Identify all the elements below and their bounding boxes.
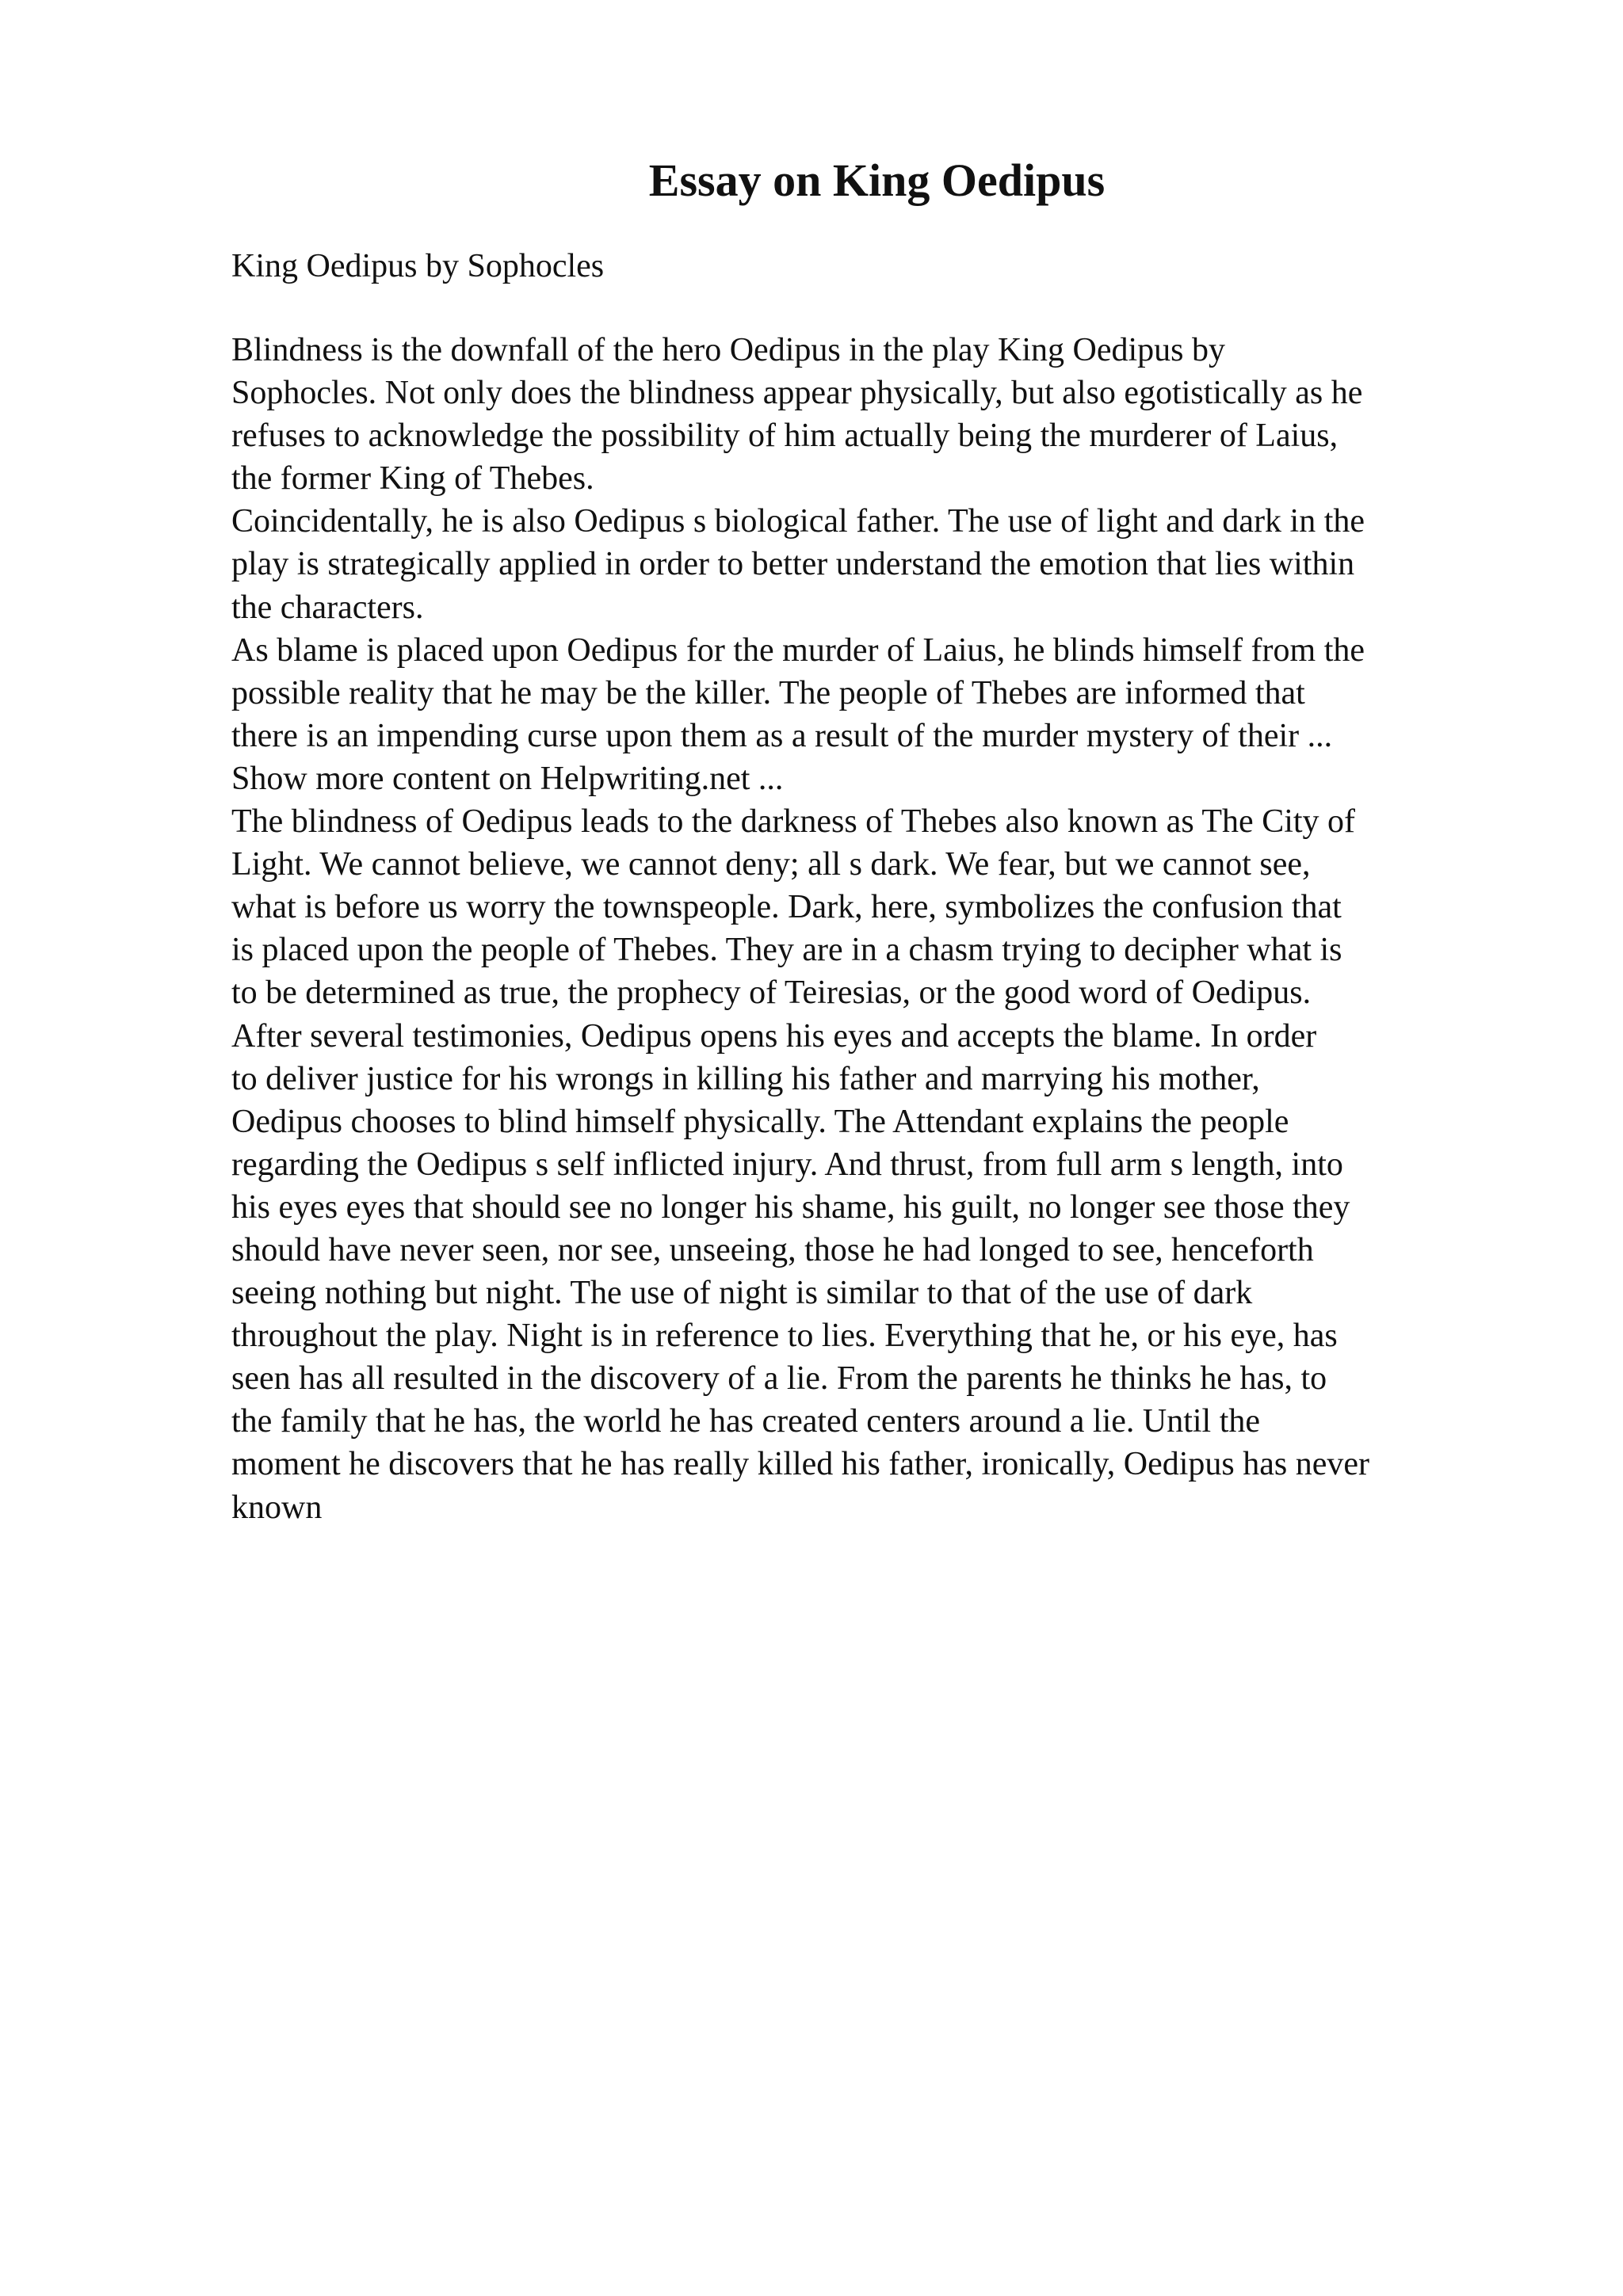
text-line: there is an impending curse upon them as a result of the murder mystery of their ... — [231, 717, 1333, 754]
text-line: should have never seen, nor see, unseeing, those he had longed to see, henceforth — [231, 1231, 1314, 1268]
text-line: Blindness is the downfall of the hero Oedipus in the play King Oedipus by — [231, 332, 1225, 368]
text-line: the family that he has, the world he has created centers around a lie. Until the — [231, 1403, 1261, 1440]
text-line: The blindness of Oedipus leads to the darkness of Thebes also known as The City of — [231, 803, 1356, 841]
text-line: known — [231, 1489, 323, 1526]
subtitle: King Oedipus by Sophocles — [231, 248, 605, 284]
show-more-line: Show more content on Helpwriting.net ... — [231, 760, 784, 797]
text-line: what is before us worry the townspeople. Dark, here, symbolizes the confusion that — [231, 889, 1342, 926]
text-line: Coincidentally, he is also Oedipus s biological father. The use of light and dark in the — [231, 503, 1365, 540]
text-line: seeing nothing but night. The use of night is similar to that of the use of dark — [231, 1275, 1253, 1312]
text-line: Oedipus chooses to blind himself physically. The Attendant explains the people — [231, 1103, 1289, 1140]
text-line: seen has all resulted in the discovery of a lie. From the parents he thinks he has, to — [231, 1360, 1327, 1398]
text-line: the former King of Thebes. — [231, 460, 594, 498]
text-line: his eyes eyes that should see no longer his shame, his guilt, no longer see those they — [231, 1188, 1350, 1226]
essay-body — [231, 329, 1499, 1529]
text-line: Light. We cannot believe, we cannot deny; all s dark. We fear, but we cannot see, — [231, 846, 1311, 883]
page-title: Essay on King Oedipus — [648, 154, 1106, 206]
text-line: possible reality that he may be the killer. The people of Thebes are informed that — [231, 674, 1305, 711]
text-line: As blame is placed upon Oedipus for the murder of Laius, he blinds himself from the — [231, 631, 1365, 669]
text-line: regarding the Oedipus s self inflicted injury. And thrust, from full arm s length, into — [231, 1146, 1343, 1183]
text-line: to deliver justice for his wrongs in killing his father and marrying his mother, — [231, 1060, 1260, 1097]
text-line: is placed upon the people of Thebes. They are in a chasm trying to decipher what is — [231, 932, 1342, 969]
text-line: refuses to acknowledge the possibility of him actually being the murderer of Laius, — [231, 418, 1338, 455]
text-line: After several testimonies, Oedipus opens his eyes and accepts the blame. In order — [231, 1017, 1317, 1055]
text-line: moment he discovers that he has really killed his father, ironically, Oedipus has never — [231, 1446, 1369, 1483]
text-line: throughout the play. Night is in reference to lies. Everything that he, or his eye, has — [231, 1318, 1338, 1355]
text-line: the characters. — [231, 589, 424, 626]
text-line: Sophocles. Not only does the blindness appear physically, but also egotistically as he — [231, 375, 1363, 412]
text-line: play is strategically applied in order to better understand the emotion that lies within — [231, 546, 1355, 583]
text-line: to be determined as true, the prophecy of Teiresias, or the good word of Oedipus. — [231, 974, 1312, 1012]
